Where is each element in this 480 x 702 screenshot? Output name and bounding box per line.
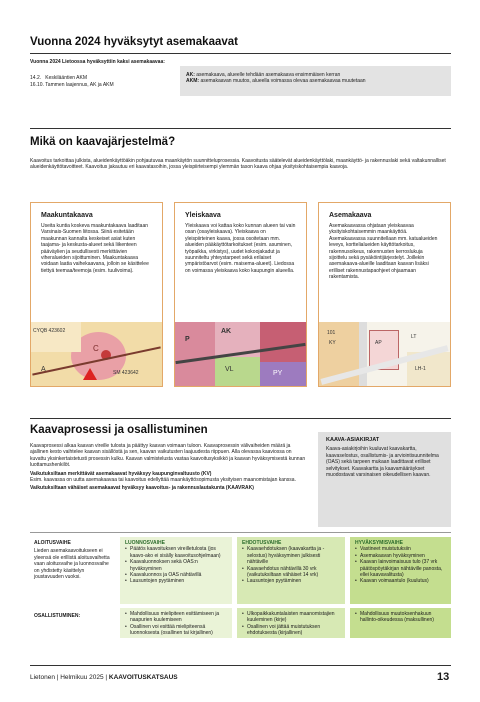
list-item: 16.10. Tammen laajennus, AK ja AKM (30, 82, 114, 88)
phase-luonnos: LUONNOSVAIHE • Päätös kaavoituksen vireilletulosta (jos kaavo-ako ei sisälly kaavoitusohjelmaan) • Kaavaluonnoksen sekä OAS:n hyväksyminen • Kaavaluonnos ja OAS nähtävillä • Lausuntojen pyytäminen (120, 537, 232, 604)
paragraph: Kaavaprosessi alkaa kaavan vireille tulosta ja päättyy kaavan voimaan tuloon. Kaavaprosessin välivaiheiden määrä ja ajallinen kesto vaihtelee kaavan sisällöstä ja sen, kaavan vaikutusten laajuudesta riippuen. Alla olevassa kaaviossa on kuvattu yksinkertaistetusti prosessin kulku. Kaavan valmistelusta vastaa kaavoitusyksikkö ja kaavan hyväksymisestä kunnan luottamushenkilöt. Vaikutuksiltaan merkittävät asemakaavat hyväksyy kaupunginvaltuusto (KV) Esim. kaavassa on uutta asemakaavaa tai kaavoitus edellyttää maankäyttösopimusta yksityisen maanomistajan kanssa. Vaikutuksiltaan vähäiset asemakaavat hyväksyy kaavoitus- ja rakennuslautakunta (KAAVRAK) (30, 443, 306, 492)
list-item: 14.2. Keskilääntien AKM (30, 75, 87, 81)
side-box: KAAVA-ASIAKIRJAT Kaava-asiakirjoihin kuuluvat kaavakartta, kaavaselostus, osallistumis- ja arviointisuunnitelma (OAS) sekä tarpeen mukaan laadittavat erilliset selvitykset. Kaavakartta ja kaavamääräykset muodostavat varsinaisen oikeudellisen kaavan. (318, 432, 451, 527)
card-text: Asemakaavassa ohjataan yleiskaavaa yksityiskohtaisemmin maankäyttöä. Asemakaavassa suunnitellaan mm. katualueiden leveys, korttelialueiden käyttötarkoitus, rakennusoikeus, rakennusten kerroslukuja sijoittelu sekä pysäköintijärjestelyt. Joillekin asemakaava-alueille laaditaan kaavan lisäksi erilliset rakennustapaohjeet ohjaamaan rakentamista. (329, 223, 438, 281)
section-title: Kaavaprosessi ja osallistuminen (30, 424, 208, 436)
detail-plan-map: 101 KY AP LT LH-1 (319, 322, 450, 386)
page-number: 13 (437, 671, 450, 683)
legend-item: AKM: asemakaavan muutos, alueella voimassa olevaa asemakaavaa muutetaan (186, 78, 366, 85)
card-title: Yleiskaava (185, 212, 221, 219)
master-plan-map: AK P VL PY (175, 322, 306, 386)
card-text: Useita kuntia koskeva maakuntakaava laaditaan Varsinais-Suomen liitossa. Siinä esitetään maakunnan kannalta keskeiset asiat kuten taajama- ja keskusta-alueet sekä liikenteen pääväylien ja seudullisesti merkittävien viheralueiden sijoittuminen. Maakuntakaava voidaan laatia vaihekaavana, jolloin se käsittelee tiettyä teemaa/teemoja (esim. tuulivoima). (41, 223, 149, 274)
phase-ehdotus: EHDOTUSVAIHE • Kaavaehdotuksen (kaavakartta ja -selostus) hyväksyminen julkisesti nähtäville • Kaavaehdotus nähtävillä 30 vrk (vaikutuksiltaan vähäiset 14 vrk) • Lausuntojen pyytäminen (237, 537, 345, 604)
card-title: Asemakaava (329, 212, 372, 219)
subtitle: Vuonna 2024 Lietoossa hyväksyttiin kaksi asemakaavaa: (30, 59, 165, 65)
card-text: Yleiskaava voi kattaa koko kunnan alueen tai vain osan (osayleiskaava). Yleiskaava on yleispiirteinen kaava, jossa osoitetaan mm. alueiden pääkäyttötarkoitukset (esim. asuminen, työpaikka, virkistys), uudet kokoojakadut ja suunniteltu yhteystarpeet sekä erilaiset ympäristöarvot (esim. maisema-alueet). Liedossa on voimassa yleiskaava koko kaupungin alueella. (185, 223, 296, 274)
participation-label: OSALLISTUMINEN: (34, 613, 81, 619)
legend-item: AK: asemakaava, alueelle tehdään asemakaava ensimmäisen kerran (186, 72, 341, 78)
legend-box (180, 66, 451, 96)
divider (30, 128, 451, 129)
section-title: Vuonna 2024 hyväksytyt asemakaavat (30, 36, 238, 48)
intro-text: Kaavoitus tarkoittaa julkista, alueidenkäyttöäkin pohjautuvaa maankäytön suunnitteluprosessia. Kaavoitusta säätelevät alueidenkäyttölaki, maankäyttö- ja rakennuslaki sekä valtakunnalliset alueidenkäyttötavoitteet. Kaavoitus jakautuu eri kaavatasoihin, jossa yleispiirteisempi ylemmän tason kaava ohjaa yksityiskohtaisempia kaavoja. (30, 158, 446, 171)
participation-1: • Mahdollisuus mielipiteen esittämiseen ja naapurien kuulemiseen • Osallinen voi esittää mielipiteensä luonnoksesta (osallinen tai kirjallinen) (120, 608, 232, 638)
participation-3: • Mahdollisuus muutoksenhakuun hallinto-oikeudessa (maksullinen) (350, 608, 451, 638)
card-title: Maakuntakaava (41, 212, 93, 219)
footer-text: Lietonen | Helmikuu 2025 | KAAVOITUSKATSAUS (30, 674, 178, 681)
section-title: Mikä on kaavajärjestelmä? (30, 136, 176, 148)
divider (30, 53, 451, 54)
footer-divider (30, 665, 451, 666)
participation-2: • Ulkopaikkakuntalaisten maanomistajien kuuleminen (kirje) • Osallinen voi jättää muistutuksen ehdotuksesta (kirjallinen) (237, 608, 345, 638)
phase-start: ALOITUSVAIHE Lieden asemakaavoitukseen ei yleensä ole erillistä aloitusvaihetta vaan aloitusvaihe ja luonnosvaihe on yhdistetty käsittelyn joustavuuden vuoksi. (34, 540, 110, 581)
phase-hyvaksymis: HYVÄKSYMISVAIHE • Vastineet muistutuksiin • Asemakaavan hyväksyminen • Kaavan lainvoimaisuus tulo (37 vrk päätöspöytäkirjan nähtäville panosta, ellei kaavavalitusta) • Kaavan voimaantulo (kuulutus) (350, 537, 451, 604)
divider (30, 418, 451, 419)
regional-plan-map: CYQB 423602 C A SM 423642 (31, 322, 162, 386)
